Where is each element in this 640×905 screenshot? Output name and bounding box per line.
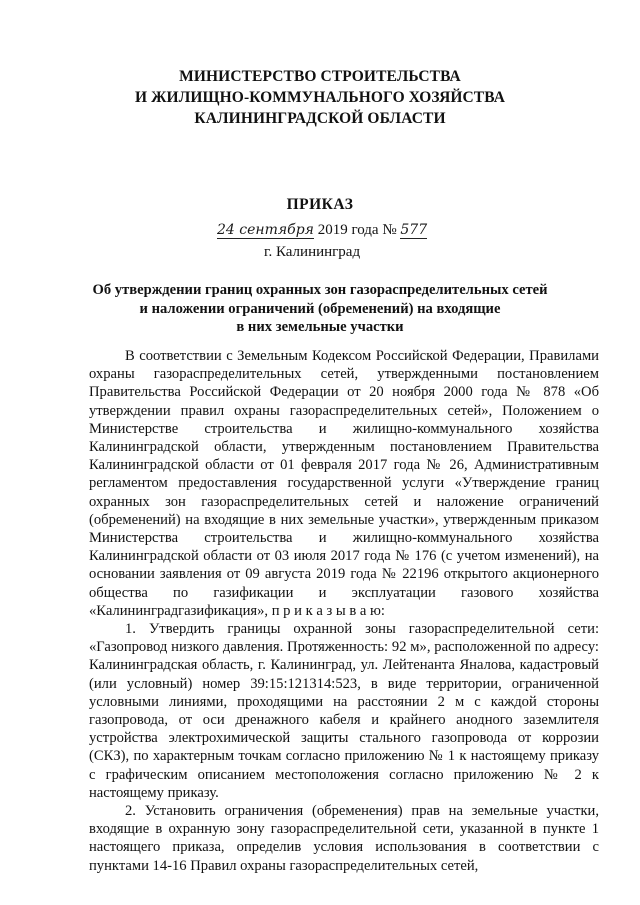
order-body [89, 347, 599, 875]
handwritten-date: 24 сентября [217, 222, 314, 238]
ministry-line-2: И ЖИЛИЩНО-КОММУНАЛЬНОГО ХОЗЯЙСТВА [134, 89, 506, 106]
ministry-line-1: МИНИСТЕРСТВО СТРОИТЕЛЬСТВА [179, 68, 461, 85]
order-year-text: 2019 года № [317, 222, 397, 238]
handwritten-order-number: 577 [400, 222, 428, 238]
ministry-line-3: КАЛИНИНГРАДСКОЙ ОБЛАСТИ [194, 110, 446, 127]
clause-2-paragraph: 2. Установить ограничения (обременения) прав на земельные участки, входящие в охранную зону газораспределительной сети, указанной в пункте 1 настоящего приказа, определив условия использования в соответствии с пунктами 14-16 Правил охраны газораспределительных сетей, [89, 803, 599, 874]
order-subject [0, 281, 640, 337]
subject-line-3: в них земельные участки [236, 319, 404, 335]
order-date-line [217, 222, 427, 239]
document-type-title: ПРИКАЗ [286, 196, 354, 213]
clause-1-paragraph: 1. Утвердить границы охранной зоны газораспределительной сети: «Газопровод низкого давления. Протяженность: 92 м», расположенной по адресу: Калининградская область, г. Калининград, ул. Лейтенанта Яналова, кадастровый (или условный) номер 39:15:121314:523, в виде территории, ограниченной условными линиями, проходящими на расстоянии 2 м с каждой стороны газопровода, от оси дренажного кабеля и крайнего анодного заземлителя устройства электрохимической защиты стального газопровода от коррозии (СКЗ), по характерным точкам согласно приложению № 1 к настоящему приказу с графическим описанием местоположения согласно приложению № 2 к настоящему приказу. [89, 621, 599, 801]
preamble-paragraph: В соответствии с Земельным Кодексом Российской Федерации, Правилами охраны газораспределительных сетей, утвержденными постановлением Правительства Российской Федерации от 20 ноября 2000 года № 878 «Об утверждении правил охраны газораспределительных сетей», Положением о Министерстве строительства и жилищно-коммунального хозяйства Калининградской области, утвержденным постановлением Правительства Калининградской области от 01 февраля 2017 года № 26, Административным регламентом предоставления государственной услуги «Утверждение границ охранных зон газораспределительных сетей и наложение ограничений (обременений) на входящие в них земельные участки», утвержденным приказом Министерства строительства и жилищно-коммунального хозяйства Калининградской области от 03 июля 2017 года № 176 (с учетом изменений), на основании заявления от 09 августа 2019 года № 22196 открытого акционерного общества по газификации и эксплуатации газового хозяйства «Калининградгазификация», п р и к а з ы в а ю: [89, 348, 599, 619]
ministry-header [0, 66, 640, 129]
order-city: г. Калининград [264, 244, 361, 260]
subject-line-1: Об утверждении границ охранных зон газораспределительных сетей [92, 282, 548, 298]
subject-line-2: и наложении ограничений (обременений) на входящие [139, 300, 501, 317]
